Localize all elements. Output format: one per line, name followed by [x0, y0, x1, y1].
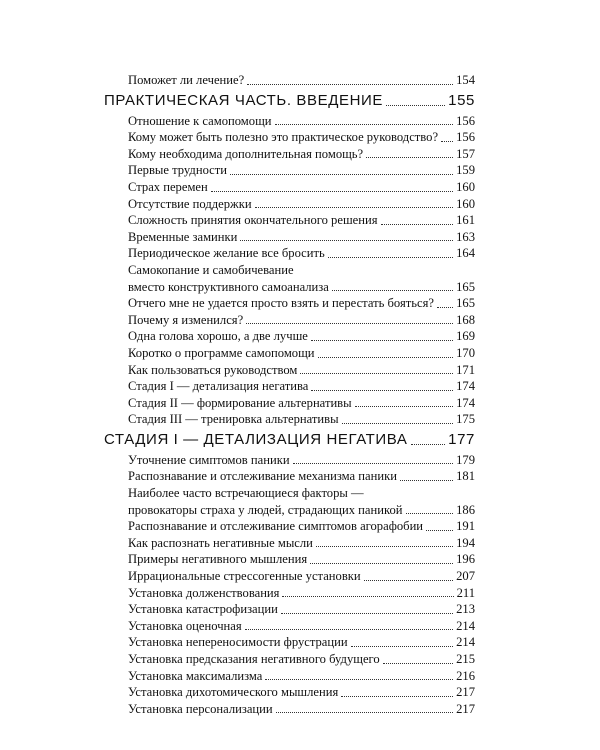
toc-entry — [128, 345, 475, 362]
toc-entry — [128, 618, 475, 635]
toc-page-number: 175 — [456, 412, 475, 427]
toc-entry — [128, 196, 475, 213]
toc-entry — [128, 585, 475, 602]
dot-leader — [332, 290, 453, 291]
toc-entry-title: Установка персонализации — [128, 701, 273, 716]
toc-entry — [128, 668, 475, 685]
dot-leader — [386, 105, 445, 106]
dot-leader — [211, 191, 453, 192]
dot-leader — [240, 240, 453, 241]
toc-page-number: 179 — [456, 452, 475, 467]
toc-page-number: 214 — [456, 618, 475, 633]
toc-entry-title: Стадия III — тренировка альтернативы — [128, 412, 339, 427]
toc-entry-title: Уточнение симптомов паники — [128, 452, 290, 467]
toc-entry-title: Как пользоваться руководством — [128, 362, 298, 377]
toc-entry-title-line1: Наиболее часто встречающиеся факторы — — [128, 486, 364, 501]
dot-leader — [441, 141, 453, 142]
dot-leader — [311, 340, 453, 341]
toc-page-number: 161 — [456, 213, 475, 228]
toc-entry — [128, 651, 475, 668]
dot-leader — [230, 174, 453, 175]
dot-leader — [381, 224, 454, 225]
dot-leader — [406, 513, 454, 514]
dot-leader — [300, 373, 453, 374]
dot-leader — [355, 406, 454, 407]
toc-page-number: 163 — [456, 229, 475, 244]
toc-entry-title: Временные заминки — [128, 229, 238, 244]
toc-entry-title: Стадия I — детализация негатива — [128, 379, 309, 394]
toc-page-number: 168 — [456, 312, 475, 327]
toc-entry — [128, 295, 475, 312]
dot-leader — [342, 423, 454, 424]
dot-leader — [265, 679, 453, 680]
dot-leader — [426, 530, 453, 531]
toc-page-number: 160 — [456, 196, 475, 211]
toc-page-number: 181 — [456, 469, 475, 484]
dot-leader — [310, 563, 453, 564]
dot-leader — [276, 712, 453, 713]
toc-entry-title: Отсутствие поддержки — [128, 196, 252, 211]
toc-entry-title: Установка дихотомического мышления — [128, 685, 339, 700]
dot-leader — [245, 629, 453, 630]
dot-leader — [275, 124, 454, 125]
toc-entry — [128, 262, 475, 295]
toc-entry — [128, 701, 475, 718]
toc-entry-title: Как распознать негативные мысли — [128, 535, 313, 550]
toc-page-number: 165 — [456, 296, 475, 311]
toc-page-number: 174 — [456, 395, 475, 410]
toc-entry — [128, 395, 475, 412]
toc-entry — [128, 72, 475, 89]
toc-page-number: 177 — [448, 430, 475, 448]
toc-entry-title: Установка катастрофизации — [128, 602, 278, 617]
toc-page-number: 213 — [456, 602, 475, 617]
toc-entry — [128, 362, 475, 379]
toc-page-number: 196 — [456, 552, 475, 567]
toc-entry — [128, 535, 475, 552]
dot-leader — [318, 357, 454, 358]
toc-entry — [128, 378, 475, 395]
toc-entry — [128, 212, 475, 229]
toc-page-number: 170 — [456, 345, 475, 360]
toc-page-number: 214 — [456, 635, 475, 650]
toc-entry-title: Установка оценочная — [128, 618, 242, 633]
toc-entry-title: Коротко о программе самопомощи — [128, 345, 315, 360]
toc-page-number: 159 — [456, 163, 475, 178]
toc-page-number: 186 — [456, 502, 475, 517]
toc-entry-title: Первые трудности — [128, 163, 228, 178]
toc-page-number: 194 — [456, 535, 475, 550]
toc-page-number: 160 — [456, 179, 475, 194]
toc-entry-title: Одна голова хорошо, а две лучше — [128, 329, 308, 344]
dot-leader — [293, 463, 454, 464]
toc-section-title: ПРАКТИЧЕСКАЯ ЧАСТЬ. ВВЕДЕНИЕ — [104, 91, 383, 109]
toc-entry-title: Установка долженствования — [128, 585, 280, 600]
toc-entry-title: Поможет ли лечение? — [128, 73, 245, 87]
toc-entry — [128, 551, 475, 568]
dot-leader — [246, 323, 453, 324]
toc-entry-title: Иррациональные стрессогенные установки — [128, 569, 361, 584]
toc-page-number: 165 — [456, 279, 475, 294]
toc-entry — [128, 312, 475, 329]
dot-leader — [366, 157, 453, 158]
toc-page-number: 217 — [456, 701, 475, 716]
toc-entry-title: Примеры негативного мышления — [128, 552, 308, 567]
toc-page-number: 155 — [448, 91, 475, 109]
dot-leader — [282, 596, 453, 597]
dot-leader — [383, 663, 453, 664]
toc-section-heading — [104, 92, 475, 110]
dot-leader — [328, 257, 453, 258]
dot-leader — [437, 307, 453, 308]
toc-entry-title: Распознавание и отслеживание механизма паники — [128, 469, 397, 484]
toc-entry — [128, 485, 475, 518]
toc-entry-title: Страх перемен — [128, 179, 208, 194]
table-of-contents — [0, 72, 600, 717]
toc-entry — [128, 328, 475, 345]
toc-entry-title-line2: вместо конструктивного самоанализа — [128, 279, 329, 294]
toc-entry — [128, 146, 475, 163]
dot-leader — [281, 613, 453, 614]
toc-entry-title: Отчего мне не удается просто взять и перестать бояться? — [128, 296, 434, 311]
toc-entry — [128, 601, 475, 618]
toc-entry — [128, 162, 475, 179]
toc-entry-title: Кому может быть полезно это практическое руководство? — [128, 130, 439, 145]
toc-section-heading — [104, 431, 475, 449]
toc-page-number: 164 — [456, 246, 475, 261]
toc-entry — [128, 229, 475, 246]
toc-page-number: 157 — [456, 146, 475, 161]
toc-entry-title: Сложность принятия окончательного решения — [128, 213, 378, 228]
dot-leader — [364, 580, 453, 581]
toc-entry-title: Распознавание и отслеживание симптомов агорафобии — [128, 519, 424, 534]
toc-entry-title: Установка непереносимости фрустрации — [128, 635, 348, 650]
toc-entry — [128, 452, 475, 469]
dot-leader — [351, 646, 453, 647]
toc-entry-title: Кому необходима дополнительная помощь? — [128, 146, 364, 161]
toc-section-title: СТАДИЯ I — ДЕТАЛИЗАЦИЯ НЕГАТИВА — [104, 430, 408, 448]
toc-entry — [128, 411, 475, 428]
toc-page-number: 156 — [456, 113, 475, 128]
dot-leader — [311, 390, 453, 391]
toc-entry — [128, 634, 475, 651]
toc-page-number: 207 — [456, 569, 475, 584]
toc-entry-title: Отношение к самопомощи — [128, 113, 272, 128]
toc-page-number: 156 — [456, 130, 475, 145]
toc-entry — [128, 129, 475, 146]
toc-page-number: 171 — [456, 362, 475, 377]
toc-entry-title: Установка максимализма — [128, 668, 263, 683]
toc-entry — [128, 518, 475, 535]
dot-leader — [316, 546, 453, 547]
toc-page-number: 211 — [456, 585, 475, 600]
toc-entry-title: Почему я изменился? — [128, 312, 244, 327]
toc-entry-title — [128, 485, 405, 518]
toc-page-number: 154 — [456, 73, 475, 87]
toc-entry-title — [128, 262, 331, 295]
dot-leader — [255, 207, 454, 208]
toc-entry — [128, 684, 475, 701]
toc-entry-title: Периодическое желание все бросить — [128, 246, 325, 261]
dot-leader — [411, 444, 446, 445]
toc-page-number: 215 — [456, 652, 475, 666]
toc-entry-title: Установка предсказания негативного будущего — [128, 652, 380, 666]
toc-entry — [128, 179, 475, 196]
toc-page-number: 174 — [456, 379, 475, 394]
toc-page-number: 169 — [456, 329, 475, 344]
toc-entry — [128, 113, 475, 130]
dot-leader — [400, 480, 453, 481]
dot-leader — [247, 84, 453, 85]
toc-page-number: 216 — [456, 668, 475, 683]
toc-entry — [128, 568, 475, 585]
toc-entry-title-line1: Самокопание и самобичевание — [128, 262, 294, 277]
toc-entry-title: Стадия II — формирование альтернативы — [128, 395, 352, 410]
dot-leader — [341, 696, 453, 697]
toc-page-number: 191 — [456, 519, 475, 534]
toc-entry — [128, 245, 475, 262]
toc-page-number: 217 — [456, 685, 475, 700]
toc-entry — [128, 468, 475, 485]
toc-entry-title-line2: провокаторы страха у людей, страдающих паникой — [128, 502, 403, 517]
